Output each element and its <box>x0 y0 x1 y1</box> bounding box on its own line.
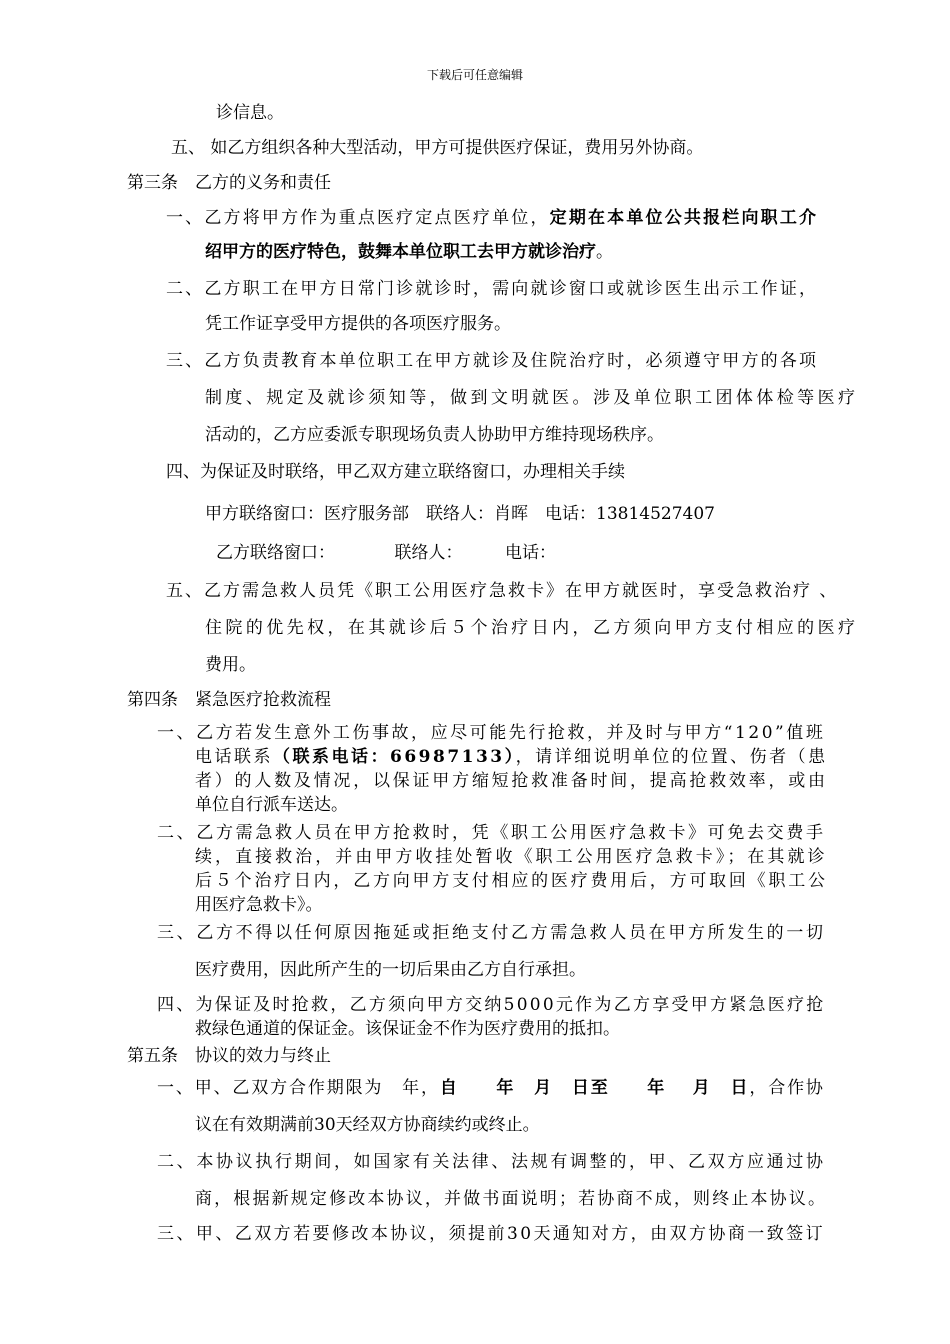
text-line <box>195 846 828 868</box>
text-line <box>195 894 323 916</box>
text-line <box>157 822 826 844</box>
text-line <box>166 278 818 300</box>
text-line <box>195 1114 540 1136</box>
text-line <box>195 870 828 892</box>
text-line <box>205 241 613 263</box>
text-line <box>195 770 828 792</box>
text-line <box>127 689 331 711</box>
text: 一、乙方将甲方作为重点医疗定点医疗单位， <box>166 208 550 228</box>
text: 二、乙方职工在甲方日常门诊就诊时，需向就诊窗口或就诊医生出示工作证， <box>166 279 819 299</box>
text: 五、乙方需急救人员凭《职工公用医疗急救卡》在甲方就医时，享受急救治疗 、 <box>166 581 839 601</box>
text-line <box>205 654 256 676</box>
text-line <box>195 746 828 768</box>
text: ，合作协 <box>749 1078 825 1098</box>
text: 用医疗急救卡》。 <box>195 895 323 915</box>
text: 甲方联络窗口：医疗服务部 联络人：肖晖 电话：13814527407 <box>205 504 715 524</box>
text: 乙方联络窗口： 联络人： 电话： <box>216 543 556 563</box>
text: 活动的，乙方应委派专职现场负责人协助甲方维持现场秩序。 <box>205 425 664 445</box>
text-line <box>171 137 703 159</box>
text: 。 <box>596 242 613 262</box>
text-line <box>157 994 826 1016</box>
text: 第三条 乙方的义务和责任 <box>127 173 331 193</box>
text: 二、乙方需急救人员在甲方抢救时，凭《职工公用医疗急救卡》可免去交费手 <box>157 823 826 843</box>
text: 者）的人数及情况，以保证甲方缩短抢救准备时间，提高抢救效率，或由 <box>195 771 828 791</box>
text: 四、为保证及时抢救，乙方须向甲方交纳5000元作为乙方享受甲方紧急医疗抢 <box>157 995 826 1015</box>
text: 议在有效期满前30天经双方协商续约或终止。 <box>195 1115 540 1135</box>
text-line <box>166 350 818 372</box>
text: 诊信息。 <box>216 103 284 123</box>
text-line <box>195 959 586 981</box>
text-line <box>195 1018 620 1040</box>
bold-text: （联系电话：66987133） <box>273 747 516 767</box>
text: 凭工作证享受甲方提供的各项医疗服务。 <box>205 314 511 334</box>
text-line <box>205 424 664 446</box>
page-header: 下载后可任意编辑 <box>426 68 523 82</box>
text-line <box>205 617 858 639</box>
text: 一、乙方若发生意外工伤事故，应尽可能先行抢救，并及时与甲方“120”值班 <box>157 723 826 743</box>
text: 一、甲、乙双方合作期限为 年， <box>157 1078 440 1098</box>
text: 三、甲、乙双方若要修改本协议，须提前30天通知对方，由双方协商一致签订 <box>157 1224 826 1244</box>
text: 第四条 紧急医疗抢救流程 <box>127 690 331 710</box>
text: 商，根据新规定修改本协议，并做书面说明；若协商不成，则终止本协议。 <box>195 1189 828 1209</box>
text-line <box>166 207 818 229</box>
text-line <box>157 922 826 944</box>
text: 救绿色通道的保证金。该保证金不作为医疗费用的抵扣。 <box>195 1019 620 1039</box>
text: 三、乙方负责教育本单位职工在甲方就诊及住院治疗时，必须遵守甲方的各项 <box>166 351 819 371</box>
text: 制度、规定及就诊须知等，做到文明就医。涉及单位职工团体体检等医疗 <box>205 388 859 408</box>
text: 医疗费用，因此所产生的一切后果由乙方自行承担。 <box>195 960 586 980</box>
text: ，请详细说明单位的位置、伤者（患 <box>515 747 828 767</box>
text-line <box>205 313 511 335</box>
text: 后５个治疗日内，乙方向甲方支付相应的医疗费用后，方可取回《职工公 <box>195 871 828 891</box>
text-line <box>166 461 625 483</box>
bold-text: 定期在本单位公共报栏向职工介 <box>549 208 819 228</box>
text: 单位自行派车送达。 <box>195 795 348 815</box>
text-line <box>157 722 825 744</box>
bold-text: 自 年 月 日至 年 月 日 <box>439 1078 750 1098</box>
text: 三、乙方不得以任何原因拖延或拒绝支付乙方需急救人员在甲方所发生的一切 <box>157 923 826 943</box>
text-line <box>216 542 556 564</box>
text: 续，直接救治，并由甲方收挂处暂收《职工公用医疗急救卡》；在其就诊 <box>195 847 828 867</box>
text: 电话联系 <box>195 747 273 767</box>
text: 二、本协议执行期间，如国家有关法律、法规有调整的，甲、乙双方应通过协 <box>157 1152 826 1172</box>
text-line <box>127 1045 331 1067</box>
text: 费用。 <box>205 655 256 675</box>
text-line <box>195 794 348 816</box>
text-line <box>216 102 284 124</box>
text-line <box>127 172 331 194</box>
text-line <box>157 1223 825 1245</box>
text-line <box>205 387 858 409</box>
text-line <box>166 580 838 602</box>
text-line <box>205 503 715 525</box>
text: 五、 如乙方组织各种大型活动，甲方可提供医疗保证，费用另外协商。 <box>171 138 704 158</box>
text: 第五条 协议的效力与终止 <box>127 1046 331 1066</box>
text: 四、为保证及时联络，甲乙双方建立联络窗口，办理相关手续 <box>166 462 625 482</box>
bold-text: 绍甲方的医疗特色，鼓舞本单位职工去甲方就诊治疗 <box>205 242 596 262</box>
text-line <box>195 1188 827 1210</box>
text-line <box>157 1151 826 1173</box>
text: 住院的优先权，在其就诊后５个治疗日内，乙方须向甲方支付相应的医疗 <box>205 618 859 638</box>
text-line <box>157 1077 825 1099</box>
